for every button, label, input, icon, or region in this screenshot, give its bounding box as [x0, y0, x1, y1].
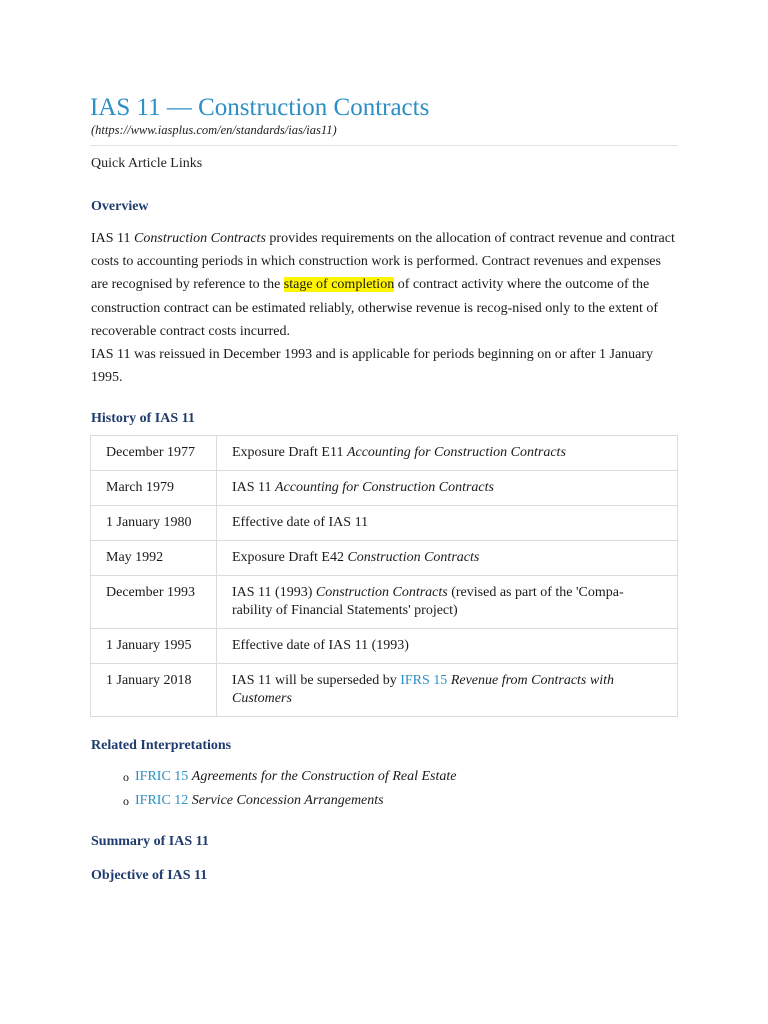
history-date: March 1979 — [91, 471, 217, 506]
history-event — [217, 629, 678, 664]
event-title-italic: Construction Contracts — [347, 550, 480, 565]
page-title: IAS 11 — Construction Contracts — [90, 94, 430, 121]
event-title-italic: Accounting for Construction Contracts — [275, 480, 494, 495]
history-date: December 1993 — [91, 576, 217, 629]
event-text: Effective date of IAS 11 — [232, 515, 369, 530]
summary-heading: Summary of IAS 11 — [91, 834, 209, 849]
objective-heading: Objective of IAS 11 — [91, 868, 208, 883]
standard-link[interactable]: IFRS 15 — [400, 673, 448, 688]
history-event — [217, 541, 678, 576]
history-heading: History of IAS 11 — [91, 411, 195, 426]
overview-title-italic: Construction Contracts — [134, 231, 266, 246]
history-event — [217, 506, 678, 541]
event-title-italic: Construction Contracts — [315, 585, 448, 600]
history-date: May 1992 — [91, 541, 217, 576]
history-date: 1 January 2018 — [91, 664, 217, 717]
history-event — [217, 436, 678, 471]
bullet-icon: o — [123, 770, 129, 784]
quick-article-links[interactable]: Quick Article Links — [91, 156, 203, 171]
interpretation-title: Service Concession Arrangements — [191, 793, 384, 808]
overview-text-c: provides requirements on the allocation of contract revenue and contract costs to accounting periods in which construction work is performed. Contract revenues and expenses are recognised by reference to the — [91, 231, 675, 293]
event-text-rest: (revised as part of the 'Compa-rability of Financial Statements' project) — [232, 585, 624, 618]
reissue-paragraph: IAS 11 was reissued in December 1993 and is applicable for periods beginning on or after 1 January 1995. — [91, 347, 654, 386]
overview-text-a: IAS 11 — [91, 231, 135, 246]
overview-heading: Overview — [91, 199, 149, 214]
event-text: Effective date of IAS 11 (1993) — [232, 638, 409, 653]
history-date: December 1977 — [91, 436, 217, 471]
history-event — [217, 471, 678, 506]
source-url[interactable]: (https://www.iasplus.com/en/standards/ias/ias11) — [91, 123, 337, 137]
table-row — [91, 576, 678, 629]
table-row — [91, 506, 678, 541]
history-event — [217, 664, 678, 717]
list-item — [91, 765, 456, 789]
table-row — [91, 541, 678, 576]
divider — [90, 145, 678, 146]
history-date: 1 January 1995 — [91, 629, 217, 664]
history-date: 1 January 1980 — [91, 506, 217, 541]
table-row — [91, 471, 678, 506]
history-table — [90, 435, 678, 717]
overview-text-d: of contract activity where the outcome of the construction contract can be estimated reliably, otherwise revenue is recog-nised only to the extent of recoverable contract costs incurred. — [91, 277, 659, 339]
table-row — [91, 664, 678, 717]
table-row — [91, 629, 678, 664]
overview-paragraph — [91, 227, 679, 343]
related-list — [91, 765, 456, 813]
bullet-icon: o — [123, 794, 129, 808]
event-text: IAS 11 — [232, 480, 276, 495]
related-heading: Related Interpretations — [91, 738, 232, 753]
event-text: Exposure Draft E11 — [232, 445, 347, 460]
event-text: Exposure Draft E42 — [232, 550, 348, 565]
list-item — [91, 789, 456, 813]
event-text: IAS 11 (1993) — [232, 585, 316, 600]
interpretation-link[interactable]: IFRIC 15 — [135, 769, 189, 784]
event-title-italic: Revenue from Contracts with Customers — [232, 673, 614, 706]
highlighted-term: stage of completion — [283, 277, 395, 293]
interpretation-link[interactable]: IFRIC 12 — [135, 793, 189, 808]
event-text: IAS 11 will be superseded by — [232, 673, 401, 688]
event-title-italic: Accounting for Construction Contracts — [346, 445, 566, 460]
interpretation-title: Agreements for the Construction of Real Estate — [191, 769, 457, 784]
history-event — [217, 576, 678, 629]
table-row — [91, 436, 678, 471]
